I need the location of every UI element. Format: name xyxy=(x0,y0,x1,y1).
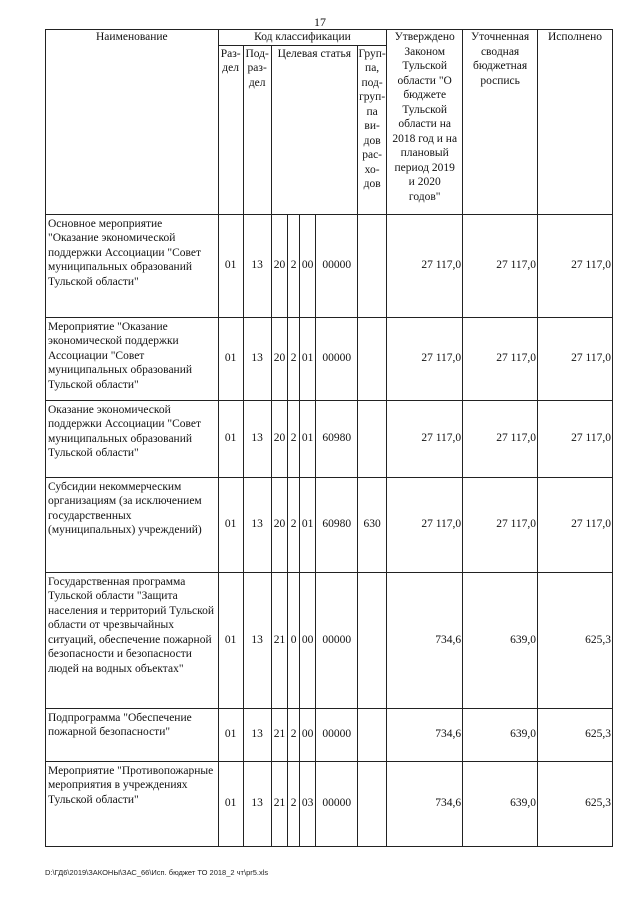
refined-amount: 27 117,0 xyxy=(463,214,538,317)
target-direction-code: 00000 xyxy=(316,572,358,708)
executed-amount: 27 117,0 xyxy=(538,477,613,572)
target-program-code: 21 xyxy=(271,761,288,846)
expense-group-code xyxy=(358,708,387,761)
header-name: Наименование xyxy=(46,30,219,215)
target-program-code: 20 xyxy=(271,477,288,572)
page-number: 17 xyxy=(314,15,326,29)
executed-amount: 27 117,0 xyxy=(538,214,613,317)
target-direction-code: 00000 xyxy=(316,317,358,400)
target-event-code: 01 xyxy=(299,400,316,477)
header-executed: Исполнено xyxy=(538,30,613,215)
target-subprogram-code: 2 xyxy=(288,477,299,572)
target-direction-code: 60980 xyxy=(316,400,358,477)
approved-amount: 27 117,0 xyxy=(387,317,463,400)
file-path: D:\ГД6\2019\ЗАКОНЫ\ЗАС_66\Исп. бюджет ТО 2018_2 чт\pr5.xls xyxy=(45,868,269,877)
target-event-code: 01 xyxy=(299,477,316,572)
target-subprogram-code: 2 xyxy=(288,400,299,477)
podrazdel-code: 13 xyxy=(243,761,271,846)
razdel-code: 01 xyxy=(218,761,243,846)
target-event-code: 03 xyxy=(299,761,316,846)
target-event-code: 00 xyxy=(299,214,316,317)
approved-amount: 27 117,0 xyxy=(387,214,463,317)
header-row-top xyxy=(46,30,613,46)
razdel-code: 01 xyxy=(218,317,243,400)
target-program-code: 20 xyxy=(271,317,288,400)
podrazdel-code: 13 xyxy=(243,708,271,761)
header-refined: Уточненная сводная бюджетная роспись xyxy=(463,30,538,215)
target-event-code: 00 xyxy=(299,572,316,708)
table-row xyxy=(46,214,613,317)
target-program-code: 20 xyxy=(271,214,288,317)
row-name: Основное мероприятие "Оказание экономической поддержки Ассоциации "Совет муниципальных образований Тульской области" xyxy=(46,214,219,317)
table-row xyxy=(46,477,613,572)
razdel-code: 01 xyxy=(218,400,243,477)
target-subprogram-code: 2 xyxy=(288,708,299,761)
row-name: Мероприятие "Оказание экономической поддержки Ассоциации "Совет муниципальных образований Тульской области" xyxy=(46,317,219,400)
razdel-code: 01 xyxy=(218,572,243,708)
podrazdel-code: 13 xyxy=(243,317,271,400)
expense-group-code xyxy=(358,317,387,400)
expense-group-code xyxy=(358,400,387,477)
target-direction-code: 00000 xyxy=(316,708,358,761)
razdel-code: 01 xyxy=(218,708,243,761)
refined-amount: 639,0 xyxy=(463,572,538,708)
target-event-code: 01 xyxy=(299,317,316,400)
refined-amount: 639,0 xyxy=(463,708,538,761)
target-event-code: 00 xyxy=(299,708,316,761)
target-direction-code: 60980 xyxy=(316,477,358,572)
approved-amount: 27 117,0 xyxy=(387,400,463,477)
podrazdel-code: 13 xyxy=(243,400,271,477)
executed-amount: 625,3 xyxy=(538,708,613,761)
approved-amount: 734,6 xyxy=(387,761,463,846)
header-target: Целевая статья xyxy=(271,45,357,214)
expense-group-code xyxy=(358,572,387,708)
refined-amount: 639,0 xyxy=(463,761,538,846)
approved-amount: 27 117,0 xyxy=(387,477,463,572)
podrazdel-code: 13 xyxy=(243,572,271,708)
executed-amount: 27 117,0 xyxy=(538,400,613,477)
target-program-code: 20 xyxy=(271,400,288,477)
expense-group-code xyxy=(358,761,387,846)
approved-amount: 734,6 xyxy=(387,572,463,708)
refined-amount: 27 117,0 xyxy=(463,317,538,400)
refined-amount: 27 117,0 xyxy=(463,477,538,572)
header-code-group: Код классификации xyxy=(218,30,387,46)
row-name: Подпрограмма "Обеспечение пожарной безопасности" xyxy=(46,708,219,761)
row-name: Оказание экономической поддержки Ассоциации "Совет муниципальных образований Тульской области" xyxy=(46,400,219,477)
target-direction-code: 00000 xyxy=(316,761,358,846)
table-row xyxy=(46,317,613,400)
target-subprogram-code: 2 xyxy=(288,761,299,846)
row-name: Мероприятие "Противопожарные мероприятия в учреждениях Тульской области" xyxy=(46,761,219,846)
table-row xyxy=(46,761,613,846)
target-program-code: 21 xyxy=(271,708,288,761)
target-subprogram-code: 2 xyxy=(288,317,299,400)
header-razdel: Раз- дел xyxy=(218,45,243,214)
row-name: Субсидии некоммерческим организациям (за исключением государственных (муниципальных) учреждений) xyxy=(46,477,219,572)
podrazdel-code: 13 xyxy=(243,214,271,317)
table-row xyxy=(46,400,613,477)
budget-table xyxy=(45,29,613,847)
header-approved: Утверждено Законом Тульской области "О бюджете Тульской области на 2018 год и на плановый период 2019 и 2020 годов" xyxy=(387,30,463,215)
target-subprogram-code: 0 xyxy=(288,572,299,708)
target-program-code: 21 xyxy=(271,572,288,708)
expense-group-code xyxy=(358,214,387,317)
table-row xyxy=(46,572,613,708)
razdel-code: 01 xyxy=(218,477,243,572)
podrazdel-code: 13 xyxy=(243,477,271,572)
row-name: Государственная программа Тульской области "Защита населения и территорий Тульской области от чрезвычайных ситуаций, обеспечение пожарной безопасности и безопасности людей на водных объектах" xyxy=(46,572,219,708)
header-podrazdel: Под- раз- дел xyxy=(243,45,271,214)
executed-amount: 625,3 xyxy=(538,761,613,846)
target-direction-code: 00000 xyxy=(316,214,358,317)
executed-amount: 27 117,0 xyxy=(538,317,613,400)
refined-amount: 27 117,0 xyxy=(463,400,538,477)
razdel-code: 01 xyxy=(218,214,243,317)
executed-amount: 625,3 xyxy=(538,572,613,708)
target-subprogram-code: 2 xyxy=(288,214,299,317)
header-group: Груп- па, под- груп- па ви- дов рас- хо- дов xyxy=(358,45,387,214)
table-row xyxy=(46,708,613,761)
approved-amount: 734,6 xyxy=(387,708,463,761)
expense-group-code: 630 xyxy=(358,477,387,572)
